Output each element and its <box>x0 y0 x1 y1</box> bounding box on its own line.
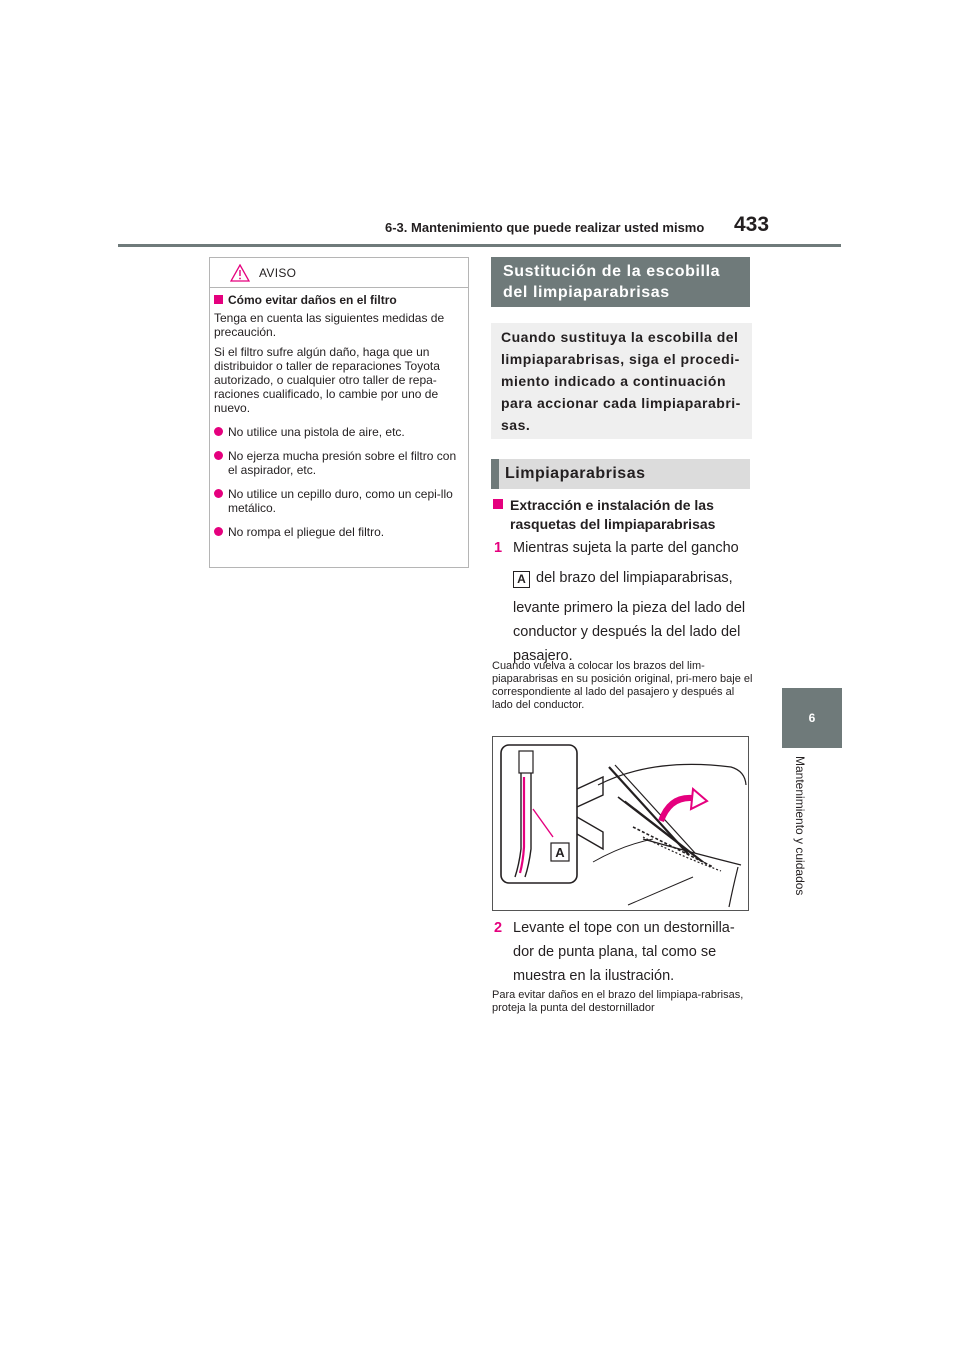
subsection-title: Limpiaparabrisas <box>491 459 750 489</box>
chapter-label-text: Mantenimiento y cuidados <box>793 756 807 896</box>
warning-paragraph-1: Tenga en cuenta las siguientes medidas de precaución. <box>214 311 445 339</box>
warning-header <box>210 258 468 288</box>
warning-bullet <box>214 449 461 477</box>
callout-a-label: A <box>513 571 530 588</box>
warning-triangle-icon <box>230 264 250 282</box>
wiper-illustration <box>492 736 749 911</box>
round-bullet-icon <box>214 527 223 536</box>
illustration-callout-a: A <box>555 845 565 860</box>
warning-subtitle <box>214 293 461 307</box>
warning-bullet-text: No rompa el pliegue del filtro. <box>228 525 385 539</box>
warning-box <box>209 257 469 568</box>
page-number: 433 <box>734 213 770 236</box>
step-text <box>494 536 754 668</box>
step-1-note: Cuando vuelva a colocar los brazos del lim-piaparabrisas en su posición original, pri-mero baje el correspondiente al lado del pasajero y después al lado del conductor. <box>492 660 753 711</box>
wiper-arm-drawing <box>493 737 748 910</box>
round-bullet-icon <box>214 427 223 436</box>
section-title: Sustitución de la escobilla del limpiaparabrisas <box>491 257 750 307</box>
step-1 <box>494 536 754 668</box>
warning-body <box>210 288 468 539</box>
warning-bullet <box>214 525 461 539</box>
warning-bullet-text: No utilice una pistola de aire, etc. <box>228 425 405 439</box>
warning-bullet-text: No ejerza mucha presión sobre el filtro con el aspirador, etc. <box>228 449 457 477</box>
step-1-text-before: Mientras sujeta la parte del gancho <box>513 540 739 556</box>
step-number: 2 <box>494 920 503 936</box>
procedure-title-text: Extracción e instalación de las rasquetas del limpiaparabrisas <box>510 497 716 532</box>
section-intro: Cuando sustituya la escobilla del limpiaparabrisas, siga el procedi-miento indicado a continuación para accionar cada limpiaparabri-sas. <box>491 323 752 439</box>
running-header: 6-3. Mantenimiento que puede realizar usted mismo <box>385 220 705 235</box>
warning-bullet-text: No utilice un cepillo duro, como un cepi-llo metálico. <box>228 487 453 515</box>
round-bullet-icon <box>214 489 223 498</box>
warning-bullet <box>214 487 461 515</box>
header-rule <box>118 244 841 247</box>
round-bullet-icon <box>214 451 223 460</box>
warning-paragraph-2: Si el filtro sufre algún daño, haga que un distribuidor o taller de reparaciones Toyota autorizado, o cualquier otro taller de repa-raciones cualificado, lo cambie por uno de nuevo. <box>214 345 440 415</box>
warning-bullet <box>214 425 461 439</box>
square-bullet-icon <box>214 295 223 304</box>
step-1-text-after: del brazo del limpiaparabrisas, levante primero la pieza del lado del conductor y después la del lado del pasajero. <box>513 570 746 664</box>
chapter-tab-label <box>788 756 812 926</box>
step-2-text: Levante el tope con un destornilla-dor de punta plana, tal como se muestra en la ilustración. <box>513 920 735 984</box>
warning-subtitle-text: Cómo evitar daños en el filtro <box>228 293 397 307</box>
square-bullet-icon <box>493 499 503 509</box>
step-number: 1 <box>494 540 503 556</box>
step-2-note: Para evitar daños en el brazo del limpiapa-rabrisas, proteja la punta del destornillador <box>492 989 744 1014</box>
procedure-title <box>493 496 753 534</box>
warning-heading: AVISO <box>259 266 297 280</box>
step-2 <box>494 916 754 988</box>
chapter-tab[interactable]: 6 <box>782 688 842 748</box>
